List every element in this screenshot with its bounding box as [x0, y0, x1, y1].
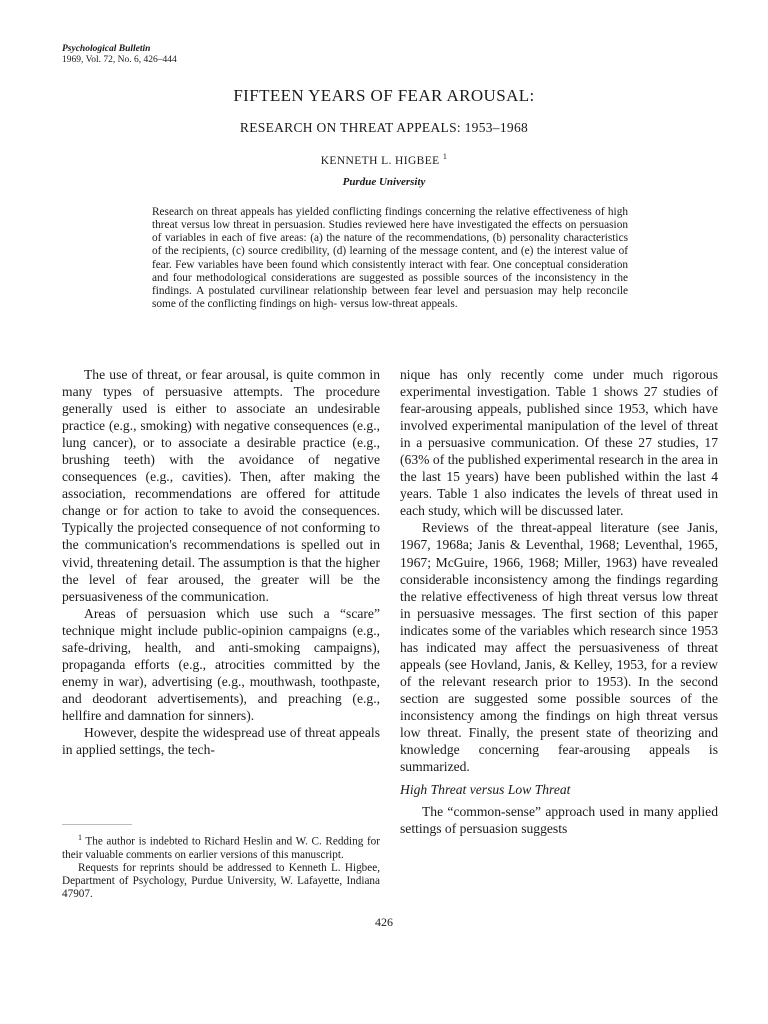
- author-footnote-mark: 1: [442, 152, 448, 161]
- author-name: KENNETH L. HIGBEE: [320, 154, 440, 167]
- footnotes: [62, 831, 380, 901]
- author-affiliation: Purdue University: [342, 176, 426, 188]
- footnote-reprints: Requests for reprints should be addressed to Kenneth L. Higbee, Department of Psychology, Purdue University, W. Lafayette, Indiana 47907.: [62, 861, 380, 901]
- body-column-right: [400, 366, 718, 837]
- page-number: 426: [375, 915, 393, 929]
- section-heading: High Threat versus Low Threat: [400, 782, 571, 798]
- journal-citation: [62, 44, 177, 66]
- journal-volume: 1969, Vol. 72, No. 6, 426–444: [62, 55, 177, 65]
- journal-name: Psychological Bulletin: [62, 44, 151, 54]
- body-paragraph: However, despite the widespread use of threat appeals in applied settings, the tech-: [62, 724, 380, 758]
- body-paragraph: Reviews of the threat-appeal literature (see Janis, 1967, 1968a; Janis & Leventhal, 1968; Leventhal, 1965, 1967; McGuire, 1966, 1968; Miller, 1963) have revealed considerable inconsistency among the findings regarding the relative effectiveness of high threat versus low threat in persuasive messages. The first section of this paper indicates some of the variables which research since 1953 has indicated may affect the persuasiveness of threat appeals (see Hovland, Janis, & Kelley, 1953, for a review of the relevant research prior to 1953). In the second section are suggested some possible sources of the inconsistency among the findings on high threat versus low threat. Finally, the present state of theorizing and knowledge concerning fear-arousing appeals is summarized.: [400, 520, 718, 775]
- author-line: [0, 152, 768, 167]
- footnote-acknowledgment: $^1$ The author is indebted to Richard Heslin and W. C. Redding for their valuable comments on earlier versions of this manuscript.: [62, 833, 380, 861]
- footnote-divider: [62, 824, 132, 825]
- footnote-mark: 1: [78, 833, 82, 842]
- abstract: Research on threat appeals has yielded conflicting findings concerning the relative effectiveness of high threat versus low threat in persuasion. Studies reviewed here have investigated the effects on persuasion of variables in each of five areas: (a) the nature of the recommendations, (b) personality characteristics of the recipients, (c) source credibility, (d) learning of the message content, and (e) the interest value of fear. Few variables have been found which consistently interact with fear. One conceptual consideration and four methodological considerations are suggested as possible sources of the inconsistency in the findings. A postulated curvilinear relationship between fear level and persuasion may help reconcile some of the conflicting findings on high- versus low-threat appeals.: [152, 206, 628, 311]
- body-paragraph: nique has only recently come under much rigorous experimental investigation. Table 1 shows 27 studies of fear-arousing appeals, published since 1953, which have involved experimental manipulation of the level of threat in a persuasive communication. Of these 27 studies, 17 (63% of the published experimental research in the area in the last 15 years) have been published within the last 4 years. Table 1 also indicates the levels of threat used in each study, which will be discussed later.: [400, 367, 718, 519]
- body-column-left: [62, 366, 380, 758]
- body-paragraph: The “common-sense” approach used in many applied settings of persuasion suggests: [400, 804, 718, 837]
- body-paragraph: The use of threat, or fear arousal, is quite common in many types of persuasive attempts. The procedure generally used is either to associate an undesirable practice (e.g., smoking) with negative consequences (e.g., lung cancer), or to associate a desirable practice (e.g., brushing teeth) with the avoidance of negative consequences (e.g., cavities). Then, after making the association, recommendations are offered for attitude change or for action to take to avoid the consequences. Typically the projected consequence of not conforming to the communication's recommendations is spelled out in vivid, threatening detail. The assumption is that the higher the level of fear aroused, the greater will be the persuasiveness of the communication.: [62, 367, 380, 604]
- paper-subtitle: RESEARCH ON THREAT APPEALS: 1953–1968: [239, 120, 529, 135]
- body-paragraph: Areas of persuasion which use such a “scare” technique might include public-opinion campaigns (e.g., safe-driving, health, and anti-smoking campaigns), propaganda efforts (e.g., atrocities committed by the enemy in war), advertising (e.g., mouthwash, toothpaste, and deodorant advertisements), and preaching (e.g., hellfire and damnation for sinners).: [62, 605, 380, 723]
- paper-title: FIFTEEN YEARS OF FEAR AROUSAL:: [233, 86, 535, 105]
